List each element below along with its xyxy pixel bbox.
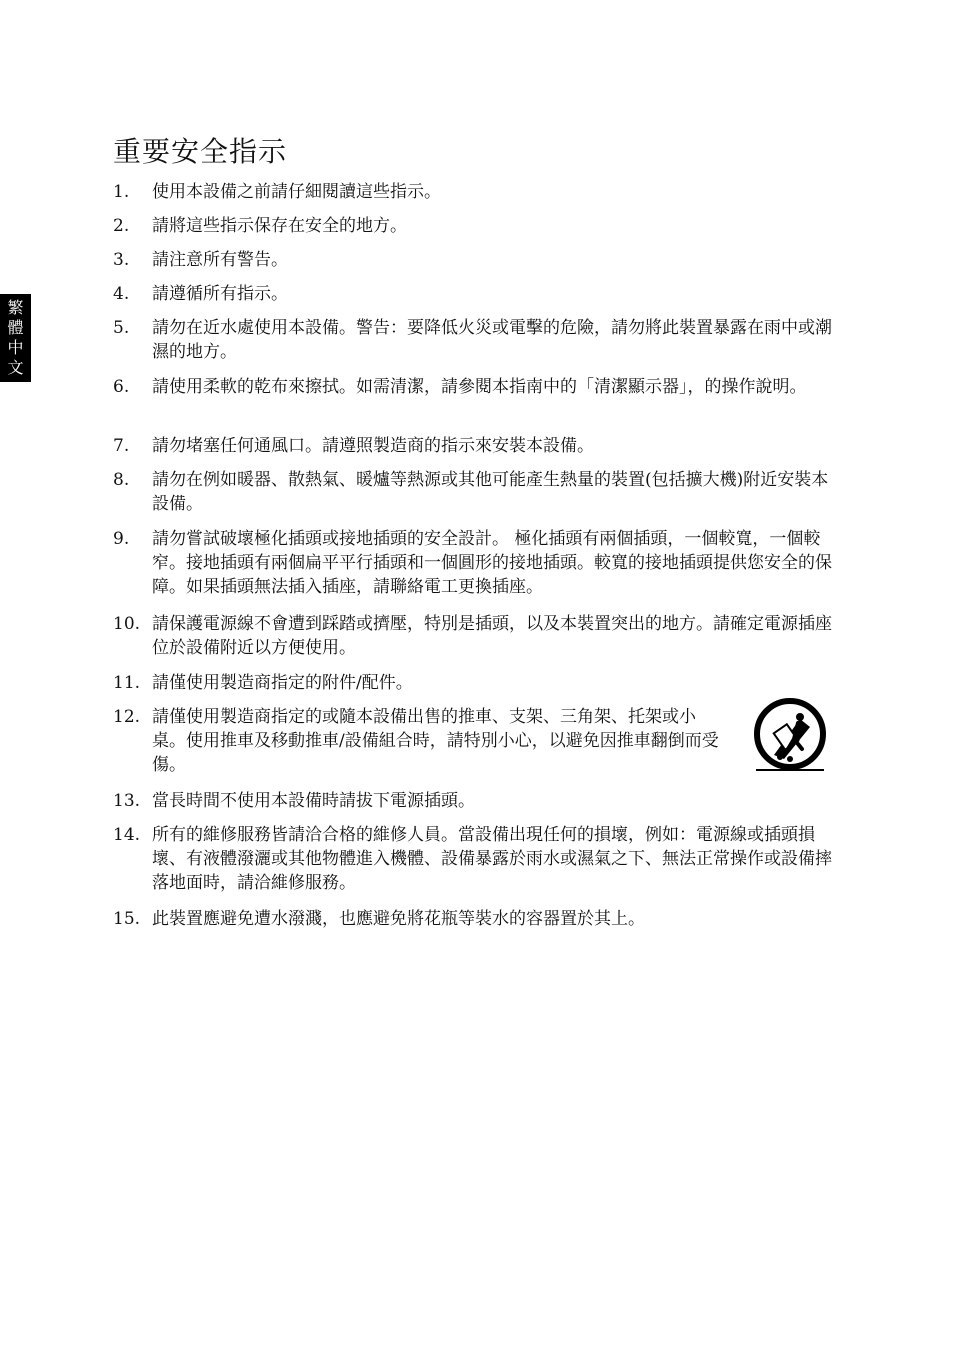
item-number: 15. xyxy=(113,909,141,929)
list-item xyxy=(113,527,843,599)
item-text: 請勿在例如暖器、散熱氣、暖爐等熱源或其他可能產生熱量的裝置(包括擴大機)附近安裝本設備。 xyxy=(152,470,829,514)
item-text: 請保護電源線不會遭到踩踏或擠壓，特別是插頭，以及本裝置突出的地方。請確定電源插座位於設備附近以方便使用。 xyxy=(152,614,832,658)
item-number: 4. xyxy=(113,284,130,304)
item-text: 請僅使用製造商指定的或隨本設備出售的推車、支架、三角架、托架或小桌。使用推車及移動推車/設備組合時，請特別小心，以避免因推車翻倒而受傷。 xyxy=(152,707,719,775)
language-tab-char: 繁 xyxy=(7,298,24,317)
list-item xyxy=(113,468,843,516)
item-number: 2. xyxy=(113,216,130,236)
item-number: 14. xyxy=(113,825,141,845)
list-item xyxy=(113,612,843,660)
list-item xyxy=(113,316,843,364)
item-number: 6. xyxy=(113,377,130,397)
item-text: 請僅使用製造商指定的附件/配件。 xyxy=(152,673,413,693)
language-tab-char: 文 xyxy=(7,358,24,377)
list-item xyxy=(113,180,843,204)
item-text: 請使用柔軟的乾布來擦拭。如需清潔，請參閱本指南中的「清潔顯示器」，的操作說明。 xyxy=(152,377,807,397)
list-item xyxy=(113,823,843,895)
list-item xyxy=(113,789,843,813)
list-item xyxy=(113,214,843,238)
list-item xyxy=(113,248,843,272)
item-number: 10. xyxy=(113,614,141,634)
item-text: 此裝置應避免遭水潑濺，也應避免將花瓶等裝水的容器置於其上。 xyxy=(152,909,645,929)
item-number: 7. xyxy=(113,436,130,456)
item-text: 請注意所有警告。 xyxy=(152,250,288,270)
item-text: 請勿堵塞任何通風口。請遵照製造商的指示來安裝本設備。 xyxy=(152,436,594,456)
item-text: 請遵循所有指示。 xyxy=(152,284,288,304)
list-item xyxy=(113,375,843,399)
item-text: 請勿嘗試破壞極化插頭或接地插頭的安全設計。 極化插頭有兩個插頭，一個較寬，一個較窄。接地插頭有兩個扁平平行插頭和一個圓形的接地插頭。較寬的接地插頭提供您安全的保障。如果插頭無法插入插座，請聯絡電工更換插座。 xyxy=(152,529,832,597)
list-item xyxy=(113,282,843,306)
item-number: 3. xyxy=(113,250,130,270)
item-text: 使用本設備之前請仔細閱讀這些指示。 xyxy=(152,182,441,202)
item-text: 請勿在近水處使用本設備。警告：要降低火災或電擊的危險，請勿將此裝置暴露在雨中或潮濕的地方。 xyxy=(152,318,832,362)
item-number: 1. xyxy=(113,182,130,202)
item-text: 當長時間不使用本設備時請拔下電源插頭。 xyxy=(152,791,475,811)
item-number: 11. xyxy=(113,673,141,693)
item-number: 9. xyxy=(113,529,130,549)
language-tab xyxy=(0,294,31,382)
item-text: 所有的維修服務皆請洽合格的維修人員。當設備出現任何的損壞，例如：電源線或插頭損壞、有液體潑灑或其他物體進入機體、設備暴露於雨水或濕氣之下、無法正常操作或設備摔落地面時，請洽維修服務。 xyxy=(152,825,832,893)
cart-tip-over-warning-icon xyxy=(750,697,830,777)
item-number: 13. xyxy=(113,791,141,811)
list-item xyxy=(113,671,843,695)
language-tab-char: 中 xyxy=(7,338,24,357)
list-item xyxy=(113,907,843,931)
item-number: 8. xyxy=(113,470,130,490)
item-text: 請將這些指示保存在安全的地方。 xyxy=(152,216,407,236)
page-title: 重要安全指示 xyxy=(113,135,288,168)
list-item xyxy=(113,434,843,458)
list-item xyxy=(113,705,728,777)
language-tab-char: 體 xyxy=(7,318,24,337)
item-number: 12. xyxy=(113,707,141,727)
item-number: 5. xyxy=(113,318,130,338)
